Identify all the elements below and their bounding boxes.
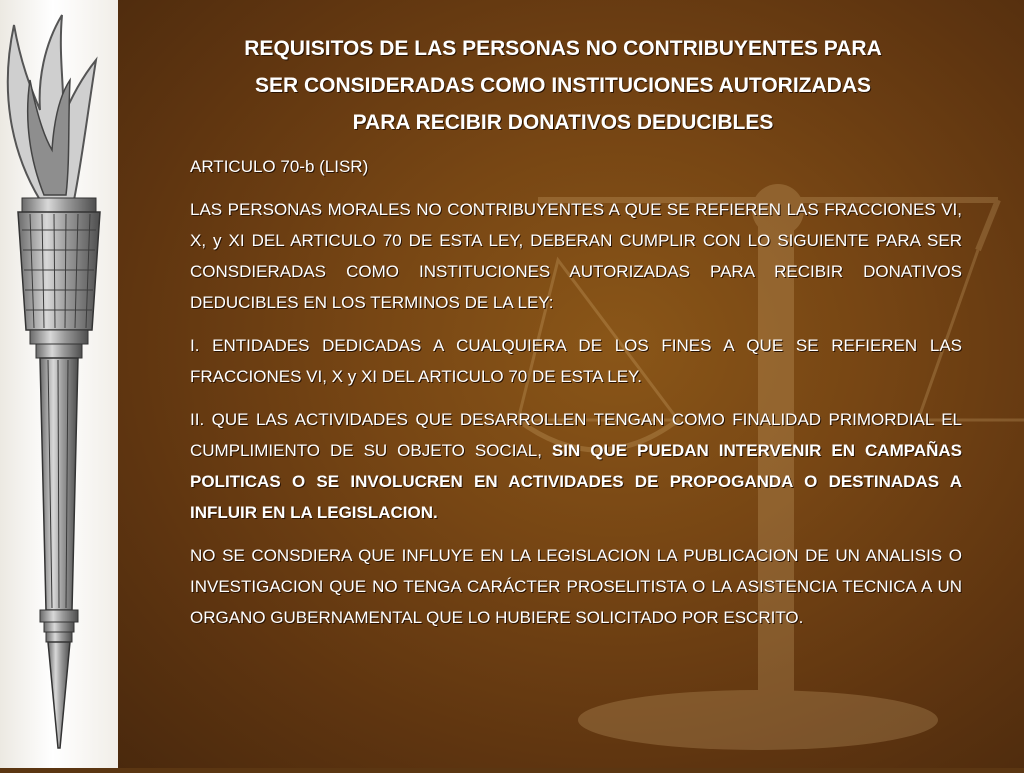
torch-icon <box>0 0 118 768</box>
item-2-emphasis: SIN QUE PUEDAN INTERVENIR EN CAMPAÑAS POLITICAS O SE INVOLUCREN EN ACTIVIDADES DE PROPOGANDA O DESTINADAS A INFLUIR EN LA LEGISLACION. <box>190 441 962 522</box>
title-line-3: PARA RECIBIR DONATIVOS DEDUCIBLES <box>352 111 774 134</box>
requirement-item-2 <box>190 404 962 528</box>
title-line-1: REQUISITOS DE LAS PERSONAS NO CONTRIBUYENTES PARA <box>244 37 882 60</box>
intro-paragraph: LAS PERSONAS MORALES NO CONTRIBUYENTES A QUE SE REFIEREN LAS FRACCIONES VI, X, y XI DEL ARTICULO 70 DE ESTA LEY, DEBERAN CUMPLIR CON LO SIGUIENTE PARA SER CONSDIERADAS COMO INSTITUCIONES AUTORIZADAS PARA RECIBIR DONATIVOS DEDUCIBLES EN LOS TERMINOS DE LA LEY: <box>190 200 962 312</box>
note-paragraph: NO SE CONSDIERA QUE INFLUYE EN LA LEGISLACION LA PUBLICACION DE UN ANALISIS O INVESTIGACION QUE NO TENGA CARÁCTER PROSELITISTA O LA ASISTENCIA TECNICA A UN ORGANO GUBERNAMENTAL QUE LO HUBIERE SOLICITADO POR ESCRITO. <box>190 546 962 627</box>
title-line-2: SER CONSIDERADAS COMO INSTITUCIONES AUTORIZADAS <box>254 74 872 97</box>
requirement-item-1: I. ENTIDADES DEDICADAS A CUALQUIERA DE LOS FINES A QUE SE REFIEREN LAS FRACCIONES VI, X y XI DEL ARTICULO 70 DE ESTA LEY. <box>190 336 962 386</box>
article-reference: ARTICULO 70-b (LISR) <box>190 157 369 176</box>
item-2-text: II. QUE LAS ACTIVIDADES QUE DESARROLLEN TENGAN COMO FINALIDAD PRIMORDIAL EL CUMPLIMIENTO DE SU OBJETO SOCIAL, <box>190 410 962 460</box>
slide-title <box>164 30 962 141</box>
slide-content <box>190 30 962 645</box>
torch-panel <box>0 0 118 768</box>
